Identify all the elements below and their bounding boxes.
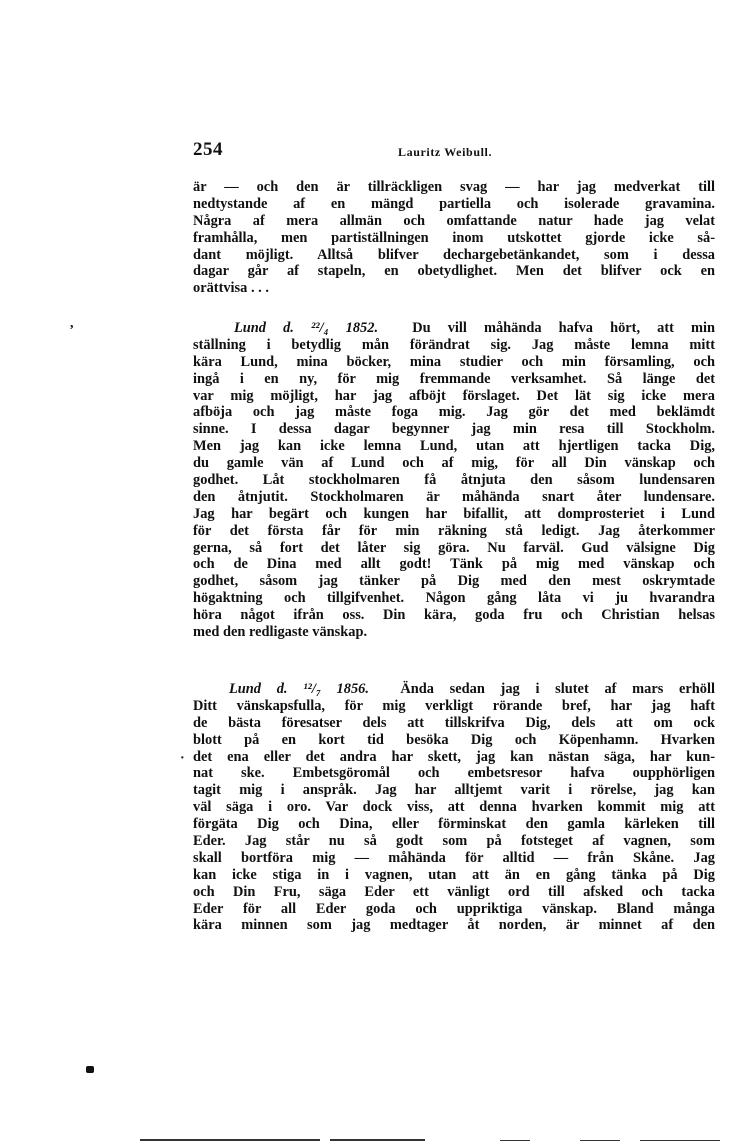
text-line: med den redligaste vänskap. [193,624,368,641]
text-line: godhet. Låt stockholmaren få åtnjuta den såsom lundensaren [193,472,715,489]
text-line: afböja och jag måste foga mig. Jag gör det med beklämdt [193,404,715,421]
scan-edge-rule [640,1140,720,1141]
text-line: kan icke stiga in i vagnen, utan att än en gång tänka på Dig [193,866,715,883]
text-line: ställning i betydlig mån förändrat sig. Jag måste lemna mitt [193,336,715,353]
text-line: Eder för all Eder goda och uppriktiga vänskap. Bland många [193,900,715,917]
scan-edge-rule [500,1140,530,1141]
text-line-content: Du vill måhända hafva hört, att min [412,320,715,336]
text-line: du gamle vän af Lund och af mig, för all Din vänskap och [193,455,715,472]
text-line [193,320,715,337]
text-line: höra något ifrån oss. Din kära, goda fru och Christian helsas [193,607,715,624]
text-line: sinne. I dessa dagar begynner jag min resa till Stockholm. [193,421,715,438]
text-line: dagar går af stapeln, en obetydlighet. Men det blifver ock en [193,263,715,280]
text-line: framhålla, men partiställningen inom utskottet gjorde icke så- [193,229,715,246]
text-line: gerna, så fort det låter sig göra. Nu farväl. Gud välsigne Dig [193,539,715,556]
margin-dot-mark: · [180,751,185,766]
page-number: 254 [193,139,223,160]
scan-speck-mark [86,1066,94,1073]
text-line: nat ske. Embetsgöromål och embetsresor hafva oupphörligen [193,765,715,782]
text-line: dant möjligt. Alltså blifver dechargebetänkandet, som i dessa [193,246,715,263]
text-line: och de Dina med allt godt! Tänk på mig med vänskap och [193,556,715,573]
text-line: Jag har begärt och kungen har bifallit, att domprosteriet i Lund [193,505,715,522]
text-line: den åtnjutit. Stockholmaren är måhända snart åter lundensare. [193,488,715,505]
text-line: förgäta Dig och Dina, eller förminskat den gamla kärleken till [193,816,715,833]
text-line-content: Ända sedan jag i slutet af mars erhöll [400,681,715,697]
text-line: Men jag kan icke lemna Lund, utan att hjertligen tacka Dig, [193,438,715,455]
paragraph-1 [193,179,715,297]
text-line: högaktning och tillgifvenhet. Någon gång låta vi ju hvarandra [193,590,715,607]
text-line: ingå i en ny, för mig fremmande verksamhet. Så länge det [193,370,715,387]
text-line: Ditt vänskapsfulla, för mig verkligt rörande bref, har jag haft [193,697,715,714]
text-line: skall bortföra mig — måhända för alltid — från Skåne. Jag [193,849,715,866]
letter-1852 [193,320,715,641]
scan-edge-rule [330,1139,425,1141]
dateline-1856: Lund d. ¹²/₇ 1856. [229,681,369,697]
text-line: tagit mig i anspråk. Jag har alltjemt varit i rörelse, jag kan [193,782,715,799]
running-head: Lauritz Weibull. [398,145,493,159]
page-header [193,139,715,161]
text-line [193,681,715,698]
text-line: blott på en kort tid besöka Dig och Köpenhamn. Hvarken [193,731,715,748]
text-line: är — och den är tillräckligen svag — har jag medverkat till [193,179,715,195]
text-line: Eder. Jag står nu så godt som på fotsteget af vagnen, som [193,833,715,850]
scan-edge-rule [580,1140,620,1141]
text-line: Några af mera allmän och omfattande natur hade jag velat [193,212,715,229]
text-line: och Din Fru, säga Eder ett vänligt ord till afsked och tacka [193,883,715,900]
text-line: det ena eller det andra har skett, jag kan nästan säga, har kun- [193,748,715,765]
text-line: godhet, såsom jag tänker på Dig med den mest oskrymtade [193,573,715,590]
scan-edge-rule [140,1139,320,1141]
dateline-1852: Lund d. ²²/₄ 1852. [234,320,379,336]
text-line: orättvisa . . . [193,280,269,297]
text-line: kära minnen som jag medtager åt norden, är minnet af den [193,917,715,934]
text-line: kära Lund, mina böcker, mina studier och min församling, och [193,353,715,370]
text-line: de bästa föresatser dels att tillskrifva Dig, dels att om ock [193,714,715,731]
margin-tick-mark: , [70,316,74,331]
text-line: för det första får för min räkning stå ledigt. Jag återkommer [193,522,715,539]
letter-1856 [193,681,715,934]
text-line: nedtystande af en mängd partiella och isolerade gravamina. [193,195,715,212]
text-line: var mig möjligt, har jag afböjt förslaget. Det lät sig icke mera [193,387,715,404]
text-line: väl säga i oro. Var dock viss, att denna hvarken kommit mig att [193,799,715,816]
